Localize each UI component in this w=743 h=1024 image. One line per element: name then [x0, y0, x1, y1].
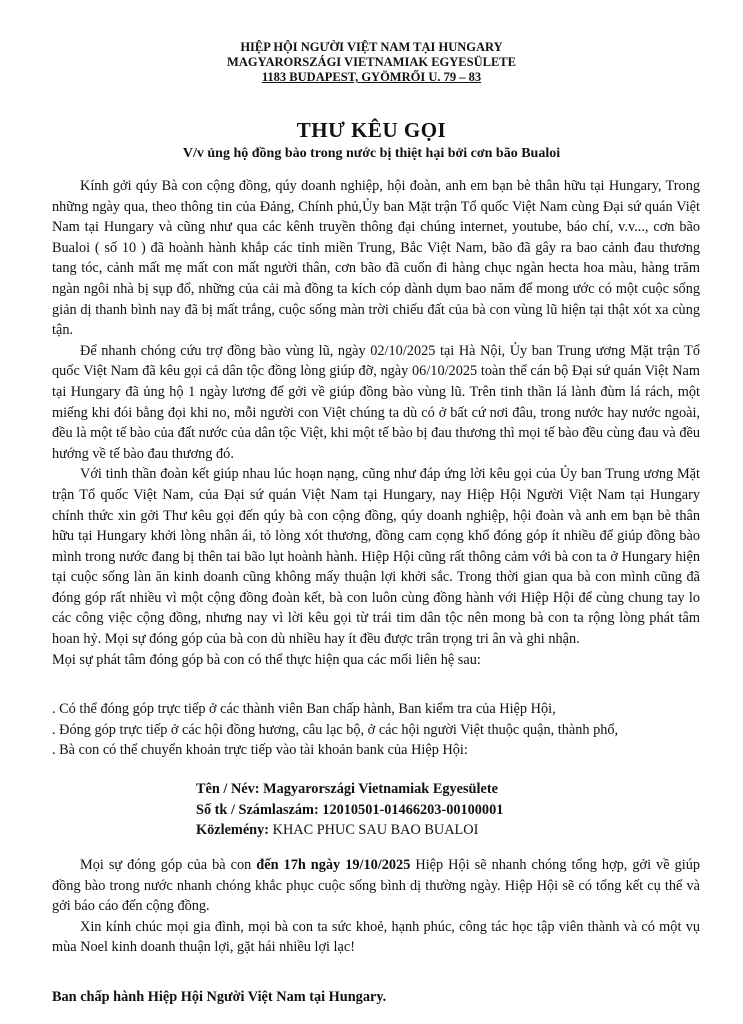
bank-details	[196, 779, 616, 841]
paragraph-appeal: Với tinh thần đoàn kết giúp nhau lúc hoạn nạng, cũng như đáp ứng lời kêu gọi của Ủy ban Trung ương Mặt trận Tổ quốc Việt Nam, của Đại sứ quán Việt Nam tại Hungary, nay Hiệp Hội Người Việt Nam tại Hungary chính thức xin gởi Thư kêu gọi đến qúy bà con cộng đồng, qúy doanh nghiệp, hội đoàn và anh em bạn bè thân hữu tại Hungary khởi lòng nhân ái, tỏ lòng xót thương, đồng cam cọng khổ đóng góp ít nhiều để giúp đồng bào mình trong nước đang bị thên tai bão lụt hoành hành. Hiệp Hội cũng rất thông cảm với bà con ta ở Hungary hiện tại cuộc sống làn ăn kinh doanh cũng không mấy thuận lợi khởi sắc. Trong thời gian qua bà con mình cũng đã đóng góp rất nhiều vì một cộng đồng đoàn kết, bà con luôn cùng đồng hành với Hiệp Hội để cùng chung tay lo các công việc cộng đồng, nhưng nay vì lời kêu gọi từ trái tim dân tộc nên mong bà con ta rộng lòng phát tâm hoan hỷ. Mọi sự đóng góp của bà con dù nhiều hay ít đều được trân trọng tri ân và ghi nhận.	[52, 466, 700, 648]
bank-account-label: Số tk / Számlaszám:	[196, 801, 319, 818]
bank-memo-label: Közlemény:	[196, 822, 270, 839]
bank-name-value: Magyarországi Vietnamiak Egyesülete	[263, 781, 498, 797]
bank-memo-value: KHAC PHUC SAU BAO BUALOI	[272, 822, 479, 839]
list-item: . Có thể đóng góp trực tiếp ở các thành viên Ban chấp hành, Ban kiểm tra của Hiệp Hội,	[52, 701, 556, 717]
paragraph-relief-effort: Để nhanh chóng cứu trợ đồng bào vùng lũ, ngày 02/10/2025 tại Hà Nội, Ủy ban Trung ương Mặt trận Tổ quốc Việt Nam đã kêu gọi cả dân tộc đồng lòng giúp đỡ, ngày 06/10/2025 toàn thể cán bộ Đại sứ quán Việt Nam tại Hungary đã ủng hộ 1 ngày lương để gởi về giúp đồng bào vùng lũ. Trên tinh thần lá lành đùm lá rách, một miếng khi đói bằng đọi khi no, mỗi người con Việt chúng ta dù có ở bất cứ nơi đâu, trong nước hay nước ngoài, đều là một tế bào của đất nước của dân tộc Việt, khi một tế bào bị đau thương thì mọi tế bào đều cùng đau và đều hướng về tế bào đau thương đó.	[52, 342, 700, 462]
list-item: . Bà con có thể chuyển khoản trực tiếp vào tài khoản bank của Hiệp Hội:	[52, 742, 468, 759]
deadline-lead-text: Mọi sự đóng góp của bà con	[80, 857, 257, 873]
bank-memo-line	[196, 820, 616, 841]
contribution-methods-list	[52, 699, 712, 761]
letter-title: THƯ KÊU GỌI	[296, 118, 447, 142]
deadline-date: đến 17h ngày 19/10/2025	[256, 857, 411, 873]
paragraph-greeting: Kính gởi qúy Bà con cộng đồng, qúy doanh nghiệp, hội đoàn, anh em bạn bè thân hữu tại Hungary, Trong những ngày qua, theo thông tin của Đảng, Chính phủ,Ủy ban Mặt trận Tổ quốc Việt Nam cùng Đại sứ quán Việt Nam tại Hungary và cũng như qua các kênh truyền thông đại chúng internet, youtube, báo chí, v.v..., cơn bão Bualoi ( số 10 ) đã hoành hành khắp các tỉnh miền Trung, Bắc Việt Nam, bão đã gây ra bao cảnh đau thương tang tóc, cảnh mất mẹ mất con mất người thân, cơn bão đã cuốn đi hàng chục ngàn hecta hoa màu, hàng trăm ngàn ngôi nhà bị sụp đổ, những của cải mà đồng ta kích cóp dành dụm bao năm để mong ước có một cuộc sống giản dị thanh bình nay đã bị mất trắng, cuộc sống màn trời chiếu đất của bà con vùng lũ hiện tại thật xót xa cùng tận.	[52, 178, 700, 339]
org-name-hungarian: MAGYARORSZÁGI VIETNAMIAK EGYESÜLETE	[227, 55, 516, 69]
deadline-rest-text: Hiệp Hội sẽ nhanh chóng tổng hợp, gởi về giúp đồng bào trong nước nhanh chóng khắc phục cuộc sống bình dị thường ngày. Hiệp Hội sẽ có tổng kết cụ thể và gởi báo cáo đến cộng đồng.	[52, 857, 700, 915]
letter-body	[52, 176, 700, 670]
letter-closing	[52, 855, 700, 958]
bank-account-value: 12010501-01466203-00100001	[322, 801, 504, 818]
letter-subject: V/v ủng hộ đồng bào trong nước bị thiệt hại bởi cơn bão Bualoi	[182, 146, 561, 161]
signature-line: Ban chấp hành Hiệp Hội Người Việt Nam tại Hungary.	[52, 989, 387, 1005]
bank-name-label: Tên / Név:	[196, 781, 260, 797]
contact-intro: Mọi sự phát tâm đóng góp bà con có thể thực hiện qua các mối liên hệ sau:	[52, 651, 481, 668]
list-item: . Đóng góp trực tiếp ở các hội đồng hương, câu lạc bộ, ở các hội người Việt thuộc quận, thành phố,	[52, 721, 619, 738]
org-address: 1183 BUDAPEST, GYÖMRŐI U. 79 – 83	[261, 70, 482, 84]
org-name-vietnamese: HIỆP HỘI NGƯỜI VIỆT NAM TẠI HUNGARY	[240, 40, 503, 54]
paragraph-wishes: Xin kính chúc mọi gia đình, mọi bà con ta sức khoẻ, hạnh phúc, công tác học tập viên thành và có một vụ mùa Noel kinh doanh thuận lợi, gặt hái nhiều lợi lạc!	[52, 918, 700, 956]
bank-account-number-line	[196, 800, 616, 821]
bank-account-name-line	[196, 779, 616, 800]
paragraph-deadline	[52, 855, 700, 917]
organization-header	[0, 40, 743, 85]
